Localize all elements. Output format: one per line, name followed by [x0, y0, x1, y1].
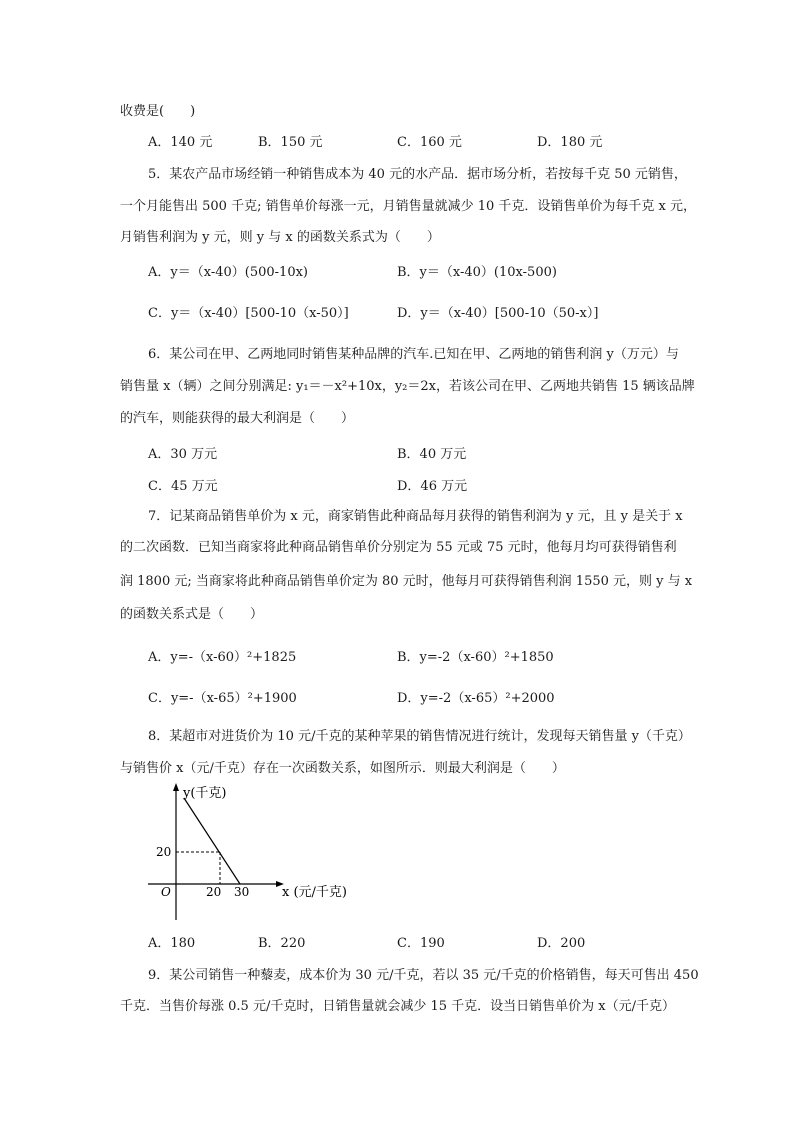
origin-label: O	[161, 885, 171, 899]
y-tick-20: 20	[156, 845, 172, 859]
q6-line-2: 销售量 x（辆）之间分别满足: y₁＝－x²+10x，y₂＝2x，若该公司在甲、乙两地共销售 15 辆该品牌	[120, 379, 695, 394]
q8-line-2: 与销售价 x（元/千克）存在一次函数关系，如图所示．则最大利润是（ ）	[120, 761, 565, 776]
q8-option-d[interactable]: D．200	[537, 936, 586, 951]
q5-line-2: 一个月能售出 500 千克; 销售单价每涨一元，月销售量就减少 10 千克．设销售单价为每千克 x 元，	[120, 199, 696, 214]
q8-option-a[interactable]: A．180	[148, 936, 196, 951]
q9-line-2: 千克．当售价每涨 0.5 元/千克时，日销售量就会减少 15 千克．设当日销售单价为 x（元/千克）	[120, 999, 675, 1014]
x-tick-20: 20	[206, 885, 222, 899]
q8-option-b[interactable]: B．220	[258, 936, 306, 951]
q7-line-2: 的二次函数．已知当商家将此种商品销售单价分别定为 55 元或 75 元时，他每月均可获得销售利	[120, 540, 677, 555]
q6-option-a[interactable]: A．30 万元	[148, 447, 218, 462]
q5-option-a[interactable]: A．y＝（x-40）(500-10x)	[148, 265, 308, 280]
q4-option-a[interactable]: A．140 元	[148, 135, 213, 150]
x-axis-label: x (元/千克)	[282, 885, 347, 900]
q7-option-a[interactable]: A．y=-（x-60）²+1825	[148, 650, 297, 665]
q6-line-3: 的汽车，则能获得的最大利润是（ ）	[120, 411, 355, 426]
q8-option-c[interactable]: C．190	[397, 936, 445, 951]
q7-option-b[interactable]: B．y=-2（x-60）²+1850	[397, 650, 554, 665]
q7-option-d[interactable]: D．y=-2（x-65）²+2000	[397, 691, 555, 706]
q5-line-1: 5．某农产品市场经销一种销售成本为 40 元的水产品．据市场分析，若按每千克 50 元销售，	[148, 167, 687, 182]
q7-line-4: 的函数关系式是（ ）	[120, 607, 264, 622]
sales-line	[184, 798, 240, 884]
q7-line-3: 润 1800 元; 当商家将此种商品销售单价定为 80 元时，他每月可获得销售利润 1550 元，则 y 与 x	[120, 574, 693, 589]
y-axis-label: y(千克)	[183, 786, 227, 801]
q8-graph	[140, 780, 380, 930]
q5-option-d[interactable]: D．y＝（x-40）[500-10（50-x）]	[397, 306, 599, 321]
q6-option-b[interactable]: B．40 万元	[397, 447, 467, 462]
q5-option-c[interactable]: C．y＝（x-40）[500-10（x-50）]	[148, 306, 349, 321]
x-tick-30: 30	[234, 885, 250, 899]
q6-line-1: 6．某公司在甲、乙两地同时销售某种品牌的汽车.已知在甲、乙两地的销售利润 y（万元）与	[148, 347, 679, 362]
q9-line-1: 9．某公司销售一种藜麦，成本价为 30 元/千克，若以 35 元/千克的价格销售，每天可售出 450	[148, 968, 699, 983]
q4-option-d[interactable]: D．180 元	[537, 135, 603, 150]
q5-line-3: 月销售利润为 y 元，则 y 与 x 的函数关系式为（ ）	[120, 230, 440, 245]
q8-line-1: 8．某超市对进货价为 10 元/千克的某种苹果的销售情况进行统计，发现每天销售量 y（千克）	[148, 729, 691, 744]
q7-option-c[interactable]: C．y=-（x-65）²+1900	[148, 691, 297, 706]
y-axis-arrow	[173, 783, 179, 791]
q6-option-d[interactable]: D．46 万元	[397, 479, 468, 494]
q4-option-b[interactable]: B．150 元	[258, 135, 323, 150]
q4-tail: 收费是( )	[120, 104, 196, 119]
q7-line-1: 7．记某商品销售单价为 x 元，商家销售此种商品每月获得的销售利润为 y 元，且 y 是关于 x	[148, 509, 683, 524]
q5-option-b[interactable]: B．y＝（x-40）(10x-500)	[397, 265, 557, 280]
q6-option-c[interactable]: C．45 万元	[148, 479, 218, 494]
q4-option-c[interactable]: C．160 元	[397, 135, 462, 150]
